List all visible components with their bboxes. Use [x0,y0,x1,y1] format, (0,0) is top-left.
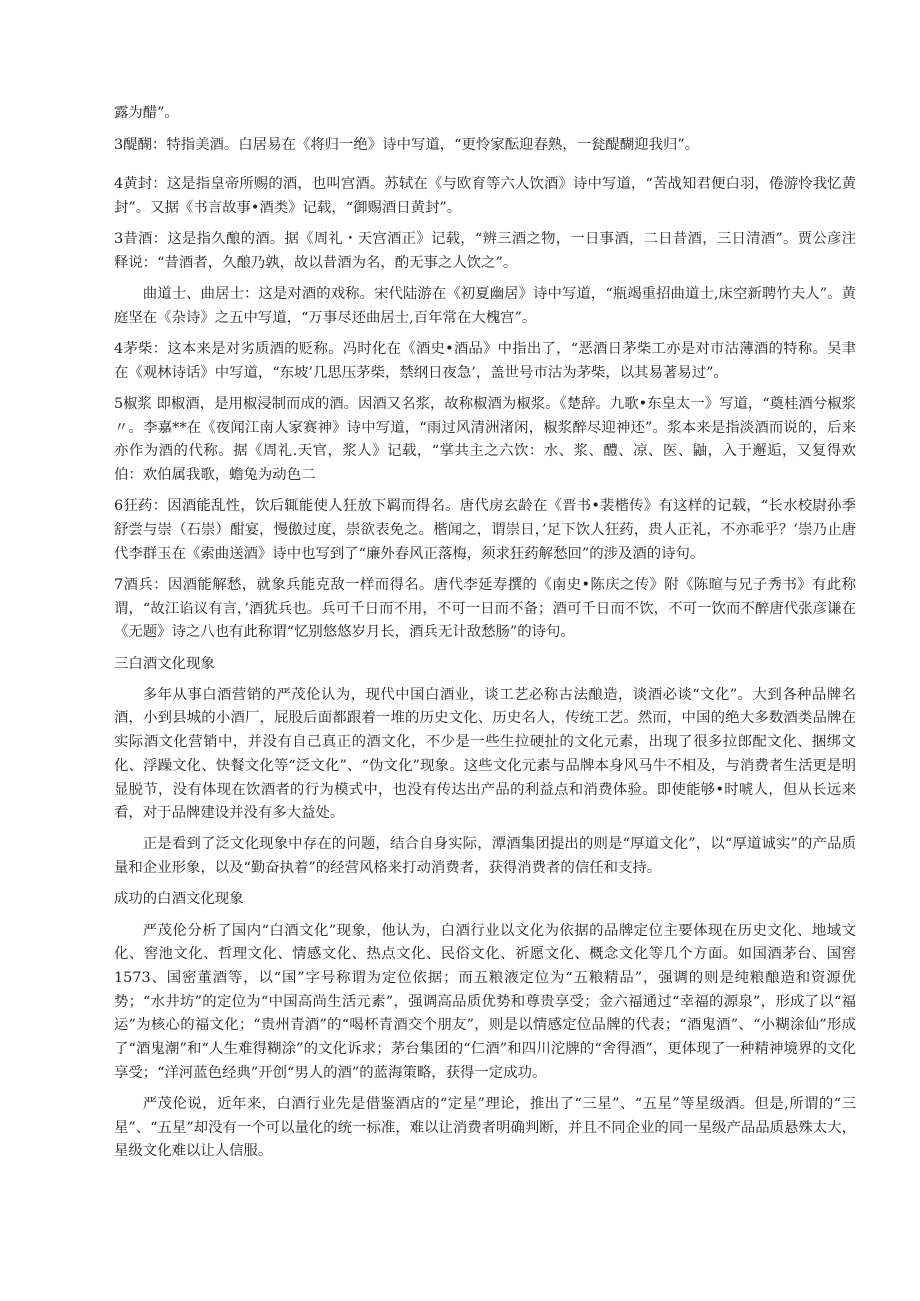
paragraph-tanjiu-houdao: 正是看到了泛文化现象中存在的问题，结合自身实际，潭酒集团提出的则是“厚道文化”，以“厚道诚实”的产品质量和企业形象，以及“勤奋执着”的经营风格来打动消费者，获得消费者的信任和支持。 [114,836,856,877]
section-heading-culture: 三白酒文化现象 [114,655,215,672]
document-page [114,102,856,1172]
paragraph-kuangyao: 6狂药：因酒能乱性，饮后辄能使人狂放下羁而得名。唐代房玄龄在《晋书•裴楷传》有这样的记载，“长水校尉孙季舒尝与崇（石崇）酣宴，慢傲过度，崇欲表免之。楷闻之，谓崇日，’足下饮人狂药，贵人正礼，不亦乖乎？’崇乃止唐代李群玉在《索曲送酒》诗中也写到了“廉外春风正落梅，须求狂药解愁回”的涉及酒的诗句。 [114,498,856,562]
paragraph-brand-positioning: 严茂伦分析了国内“白酒文化”现象，他认为，白酒行业以文化为依据的品牌定位主要体现在历史文化、地域文化、窖池文化、哲理文化、情感文化、热点文化、民俗文化、祈愿文化、概念文化等几个方面。如国酒茅台、国窖1573、国密董酒等，以“国”字号称谓为定位依据；而五粮液定位为“五粮精品”，强调的则是纯粮酿造和资源优势；“水井坊”的定位为“中国高尚生活元素”，强调高品质优势和尊贵享受；金六福通过“幸福的源泉”，形成了以“福运”为核心的福文化；“贵州青酒”的“喝杯青酒交个朋友”，则是以情感定位品牌的代表；“酒鬼酒”、“小糊涂仙”形成了“酒鬼潮”和“人生难得糊涂”的文化诉求；茅台集团的“仁酒”和四川沱牌的“舍得酒”，更体现了一种精神境界的文化享受；“洋河蓝色经典”开创“男人的酒”的蓝海策略，获得一定成功。 [114,922,856,1081]
paragraph-continuation: 露为醋”。 [114,105,179,121]
paragraph-star-rating: 严茂伦说，近年来，白酒行业先是借鉴酒店的“定星”理论，推出了“三星”、“五星”等星级酒。但是,所谓的“三星”、“五星”却没有一个可以量化的统一标准，难以让消费者明确判断，并且不同企业的同一星级产品品质悬殊太大，星级文化难以让人信服。 [114,1096,856,1160]
paragraph-tihu: 3醍醐：特指美酒。白居易在《将归一绝》诗中写道，“更怜家酝迎春熟，一瓮醍醐迎我归”。 [114,136,700,153]
paragraph-qudaoshi: 曲道士、曲居士：这是对酒的戏称。宋代陆游在《初夏幽居》诗中写道，“瓶竭重招曲道士,床空新聘竹夫人”。黄庭坚在《杂诗》之五中写道，“万事尽还曲居士,百年常在大槐宫”。 [114,286,856,326]
paragraph-jiaojiang: 5椒浆 即椒酒，是用椒浸制而成的酒。因酒又名浆，故称椒酒为椒浆。《楚辞。九歌•东皇太一》写道，“奠桂酒兮椒浆〃。李嘉**在《夜闻江南人家赛神》诗中写道，“雨过风清洲渚闲，椒浆醉尽迎神还”。浆本来是指淡酒而说的，后来亦作为酒的代称。据《周礼.天官，浆人》记载，“掌共主之六饮：水、浆、醴、凉、医、鼬，入于邂逅，又复得欢伯：欢伯属我歌，蟾兔为动色二 [114,396,856,484]
paragraph-jiubing: 7酒兵：因酒能解愁，就象兵能克敌一样而得名。唐代李延寿撰的《南史•陈庆之传》附《陈暄与兄子秀书》有此称谓，“故江谄议有言，’酒犹兵也。兵可千日而不用，不可一日而不备；酒可千日而不饮，不可一饮而不醉唐代张彦谦在《无题》诗之八也有此称谓“忆别悠悠岁月长，酒兵无计敌愁肠”的诗句。 [114,576,856,641]
section-heading-success: 成功的白酒文化现象 [114,891,244,908]
paragraph-yan-maolun-view: 多年从事白酒营销的严茂伦认为，现代中国白酒业，谈工艺必称古法酿造，谈酒必谈“文化”。大到各种品牌名酒，小到县城的小酒厂，屁股后面都跟着一堆的历史文化、历史名人，传统工艺。然而，中国的绝大多数酒类品牌在实际酒文化营销中，并没有自己真正的酒文化，不少是一些生拉硬扯的文化元素，出现了很多拉郎配文化、捆绑文化、浮躁文化、快餐文化等“泛文化”、“伪文化”现象。这些文化元素与品牌本身风马牛不相及，与消费者生活更是明显脱节，没有体现在饮酒者的行为模式中，也没有传达出产品的利益点和消费体验。即使能够•时唬人，但从长远来看，对于品牌建设并没有多大益处。 [114,686,856,822]
paragraph-xijiu: 3昔酒：这是指久酿的酒。据《周礼・天宫酒正》记载，“辨三酒之物，一日事酒，二日昔酒，三日清酒”。贾公彦注释说：“昔酒者，久酿乃孰，故以昔酒为名，酌无事之人饮之”。 [114,231,856,272]
paragraph-huangfeng: 4黄封：这是指皇帝所赐的酒，也叫宫酒。苏轼在《与欧育等六人饮酒》诗中写道，“苦战知君便白羽，倦游怜我忆黄封”。又据《书言故事•酒类》记载，“御赐酒日黄封”。 [114,176,856,217]
paragraph-maochai: 4茅柴：这本来是对劣质酒的贬称。冯时化在《酒史•酒品》中指出了，“恶酒日茅柴工亦是对市沽薄酒的特称。吴聿在《观林诗话》中写道，“东坡’几思压茅柴，禁纲日夜急’，盖世号市沽为茅柴，以其易著易过”。 [114,341,856,381]
